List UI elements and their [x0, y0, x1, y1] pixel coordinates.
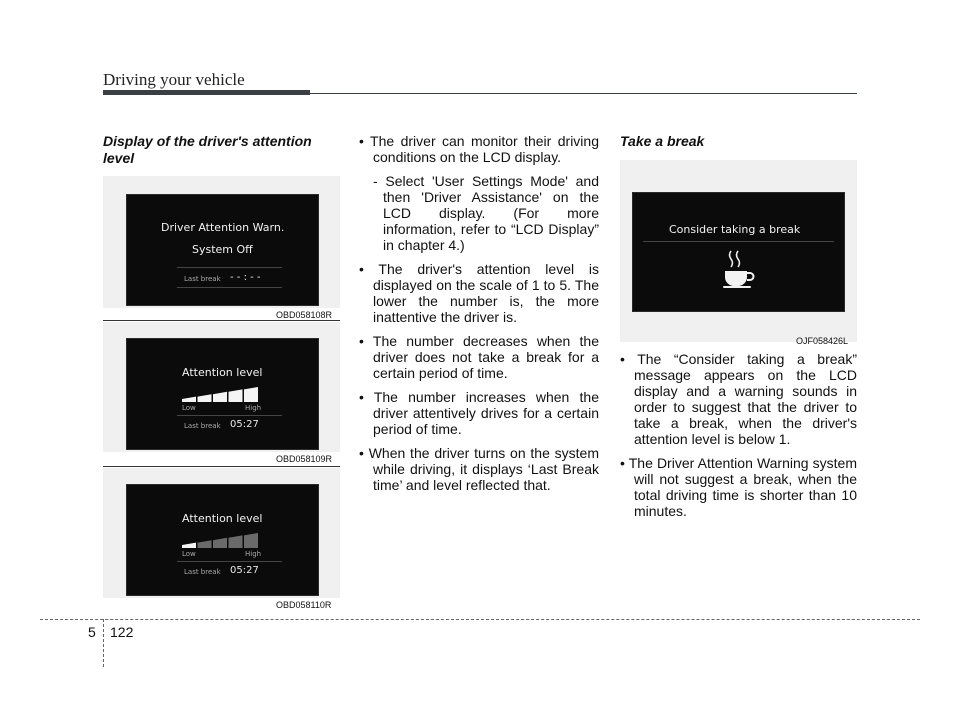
gauge-segment [182, 397, 196, 402]
last-break-label: Last break [184, 568, 221, 576]
gauge-segment [182, 543, 196, 548]
bullet-item: • The driver's attention level is displayed on the scale of 1 to 5. The lower the number is, the more inattentive the driver is. [359, 261, 599, 325]
bullet-item: • The “Consider taking a break” message appears on the LCD display and a warning sounds in order to suggest that the driver to take a break, when the driver's attention level is below 1. [620, 351, 857, 447]
figure-panel-attention-low [103, 468, 340, 598]
gauge-segment [229, 535, 243, 548]
screen-divider [177, 267, 282, 268]
gauge-segment [198, 394, 212, 402]
gauge-segment [229, 389, 243, 402]
bullet-item: • The number decreases when the driver does not take a break for a certain period of time. [359, 333, 599, 381]
footer-vertical-rule [103, 619, 104, 667]
lcd-screen [126, 338, 319, 450]
header-rule [310, 93, 857, 94]
sub-item: - Select 'User Settings Mode' and then 'Driver Assistance' on the LCD display. (For more information, refer to “LCD Display” in chapter 4.) [373, 173, 599, 253]
figure-panel-attention-high [103, 322, 340, 452]
last-break-value: 05:27 [230, 565, 259, 576]
right-column-text [620, 351, 857, 527]
attention-level-gauge [182, 387, 262, 403]
figure-caption: OBD058108R [276, 310, 333, 320]
screen-title: Driver Attention Warn. [161, 221, 285, 234]
bullet-item: • When the driver turns on the system while driving, it displays ‘Last Break time’ and level reflected that. [359, 445, 599, 493]
lcd-screen [126, 484, 319, 596]
gauge-segment [244, 533, 258, 548]
attention-level-gauge [182, 533, 262, 549]
footer-rule [40, 619, 920, 620]
bullet-item: • The Driver Attention Warning system will not suggest a break, when the total driving time is shorter than 10 minutes. [620, 455, 857, 519]
figure-rule [103, 466, 340, 467]
last-break-label: Last break [184, 422, 221, 430]
page-header-title: Driving your vehicle [103, 70, 245, 89]
gauge-low-label: Low [182, 404, 196, 412]
figure-caption: OBD058109R [276, 454, 333, 464]
gauge-high-label: High [245, 550, 262, 558]
header-bar [103, 90, 310, 95]
middle-column-text [359, 133, 599, 501]
screen-subtitle: System Off [192, 243, 253, 256]
bullet-item: • The number increases when the driver attentively drives for a certain period of time. [359, 389, 599, 437]
gauge-segment [213, 392, 227, 402]
screen-divider [177, 561, 282, 562]
figure-rule [103, 320, 340, 321]
screen-title: Attention level [182, 512, 263, 525]
figure-caption: OJF058426L [796, 336, 849, 346]
lcd-screen [126, 194, 319, 306]
section-heading-attention-level: Display of the driver's attention level [103, 133, 312, 166]
section-heading-take-a-break: Take a break [620, 133, 705, 149]
last-break-value: - - : - - [230, 272, 261, 283]
gauge-low-label: Low [182, 550, 196, 558]
lcd-screen [632, 192, 845, 312]
page-number: 122 [110, 624, 134, 640]
last-break-label: Last break [184, 275, 221, 283]
figure-caption: OBD058110R [276, 600, 332, 610]
figure-panel-take-break [620, 160, 857, 342]
break-message: Consider taking a break [669, 223, 801, 236]
coffee-cup-icon [721, 247, 757, 289]
screen-divider [643, 241, 834, 242]
chapter-number: 5 [88, 624, 96, 640]
gauge-segment [198, 540, 212, 548]
last-break-value: 05:27 [230, 419, 259, 430]
figure-panel-system-off [103, 176, 340, 308]
screen-divider [177, 415, 282, 416]
gauge-segment [244, 387, 258, 402]
gauge-segment [213, 538, 227, 548]
screen-title: Attention level [182, 366, 263, 379]
gauge-high-label: High [245, 404, 262, 412]
screen-divider [177, 287, 282, 288]
bullet-item: • The driver can monitor their driving conditions on the LCD display. [359, 133, 599, 165]
